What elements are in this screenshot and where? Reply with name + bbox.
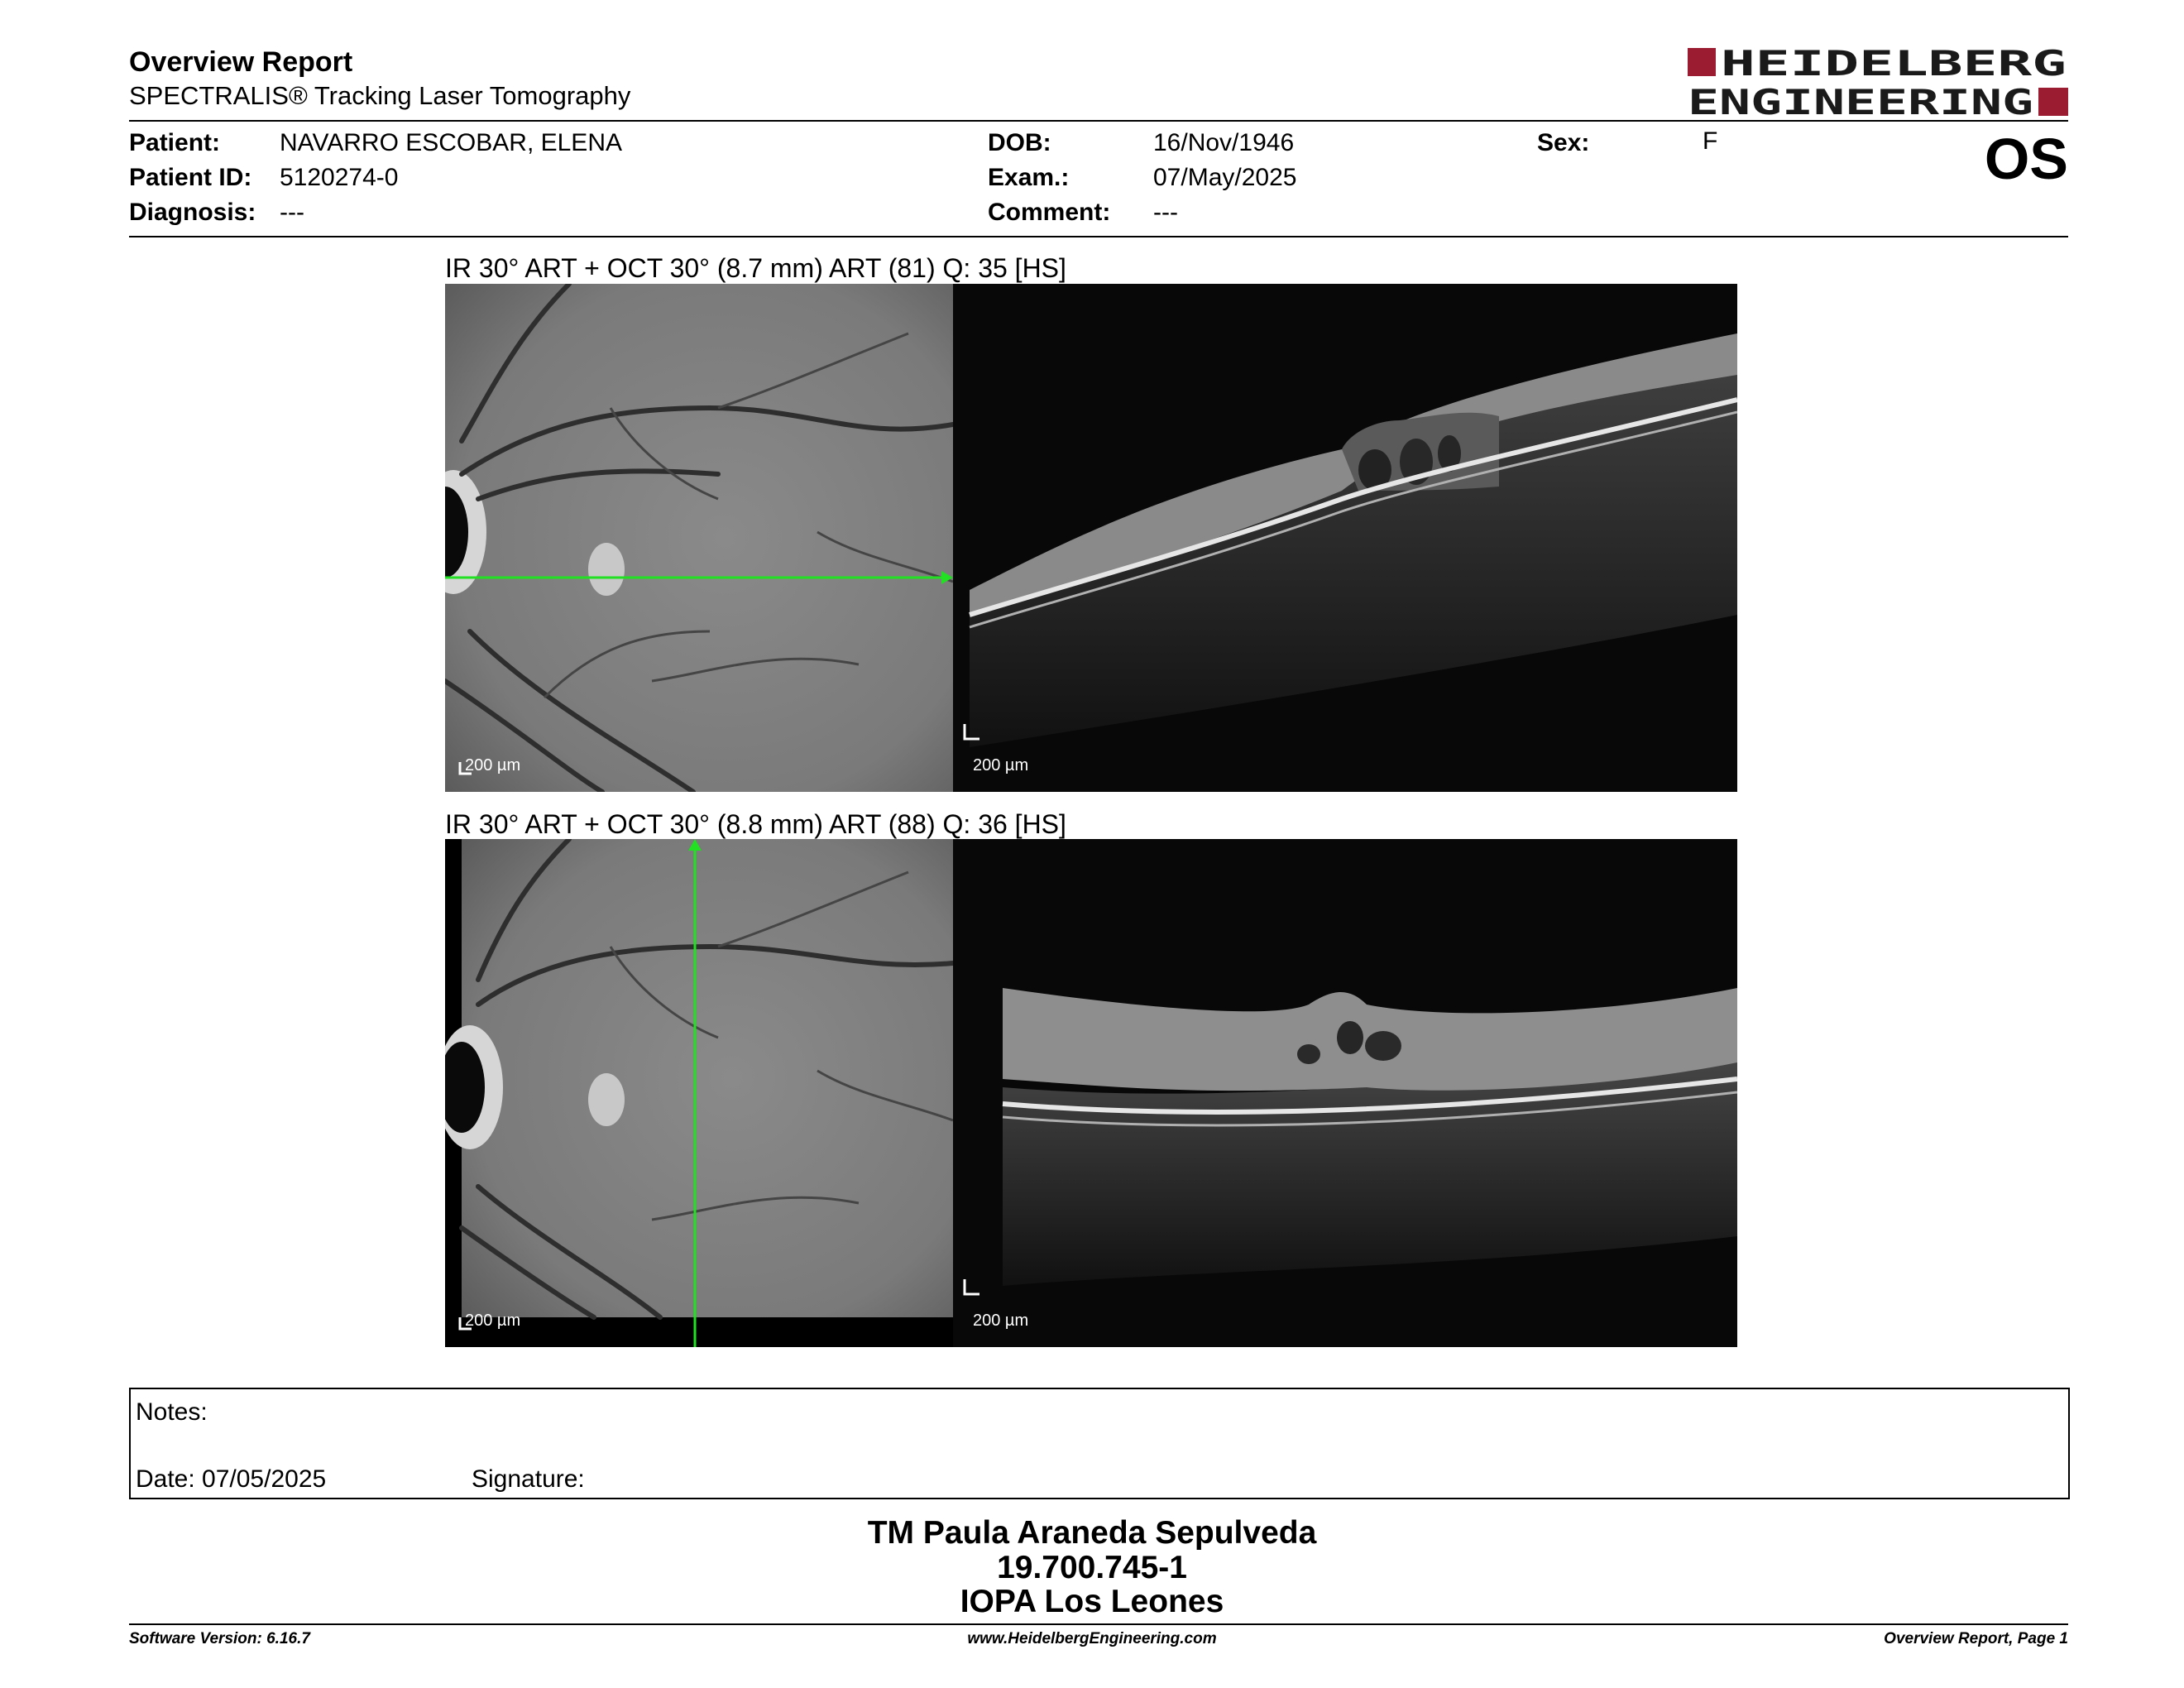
report-subtitle: SPECTRALIS® Tracking Laser Tomography [129,81,631,110]
scan1-oct-scale: 200 µm [973,756,1029,774]
signer-institution: IOPA Los Leones [960,1584,1224,1619]
scan2-ir-scale: 200 µm [465,1312,521,1330]
signer-name: TM Paula Araneda Sepulveda [867,1515,1317,1551]
sex-value: F [1703,127,1718,155]
scan1-caption: IR 30° ART + OCT 30° (8.7 mm) ART (81) Q: 35 [HS] [445,253,1066,283]
logo-line1: HEIDELBERG [1721,45,2067,84]
signature-label: Signature: [472,1465,585,1493]
sex-label: Sex: [1537,129,1590,156]
scan1-ir-scale: 200 µm [465,756,521,774]
scan1-ir-image [445,284,953,792]
software-version: Software Version: 6.16.7 [129,1630,310,1647]
header-divider [129,120,2068,122]
patient-id: 5120274-0 [280,164,399,191]
exam-date: 07/May/2025 [1153,164,1297,191]
diagnosis-value: --- [280,199,304,226]
patient-label: Patient: [129,129,221,156]
scan2-oct-image [953,839,1737,1347]
logo-line2: ENGINEERING [1688,82,2033,119]
notes-label: Notes: [136,1398,208,1426]
dob-label: DOB: [988,129,1051,156]
patient-divider [129,236,2068,237]
scan2-ir-image [445,839,953,1347]
report-title: Overview Report [129,46,353,78]
diagnosis-label: Diagnosis: [129,199,256,226]
page-number: Overview Report, Page 1 [1884,1630,2068,1647]
patient-name: NAVARRO ESCOBAR, ELENA [280,129,622,156]
date-label: Date: 07/05/2025 [136,1465,327,1493]
scan2-oct-scale: 200 µm [973,1312,1029,1330]
eye-laterality: OS [1984,127,2068,191]
dob-value: 16/Nov/1946 [1153,129,1295,156]
comment-label: Comment: [988,199,1111,226]
heidelberg-logo [1688,45,2068,119]
exam-label: Exam.: [988,164,1070,191]
footer-divider [129,1623,2068,1625]
scan1-oct-image [953,284,1737,792]
website-link[interactable]: www.HeidelbergEngineering.com [967,1630,1217,1647]
notes-box [129,1388,2070,1499]
comment-value: --- [1153,199,1178,226]
signer-id: 19.700.745-1 [997,1550,1187,1585]
patient-id-label: Patient ID: [129,164,252,191]
scan2-caption: IR 30° ART + OCT 30° (8.8 mm) ART (88) Q: 36 [HS] [445,809,1066,839]
